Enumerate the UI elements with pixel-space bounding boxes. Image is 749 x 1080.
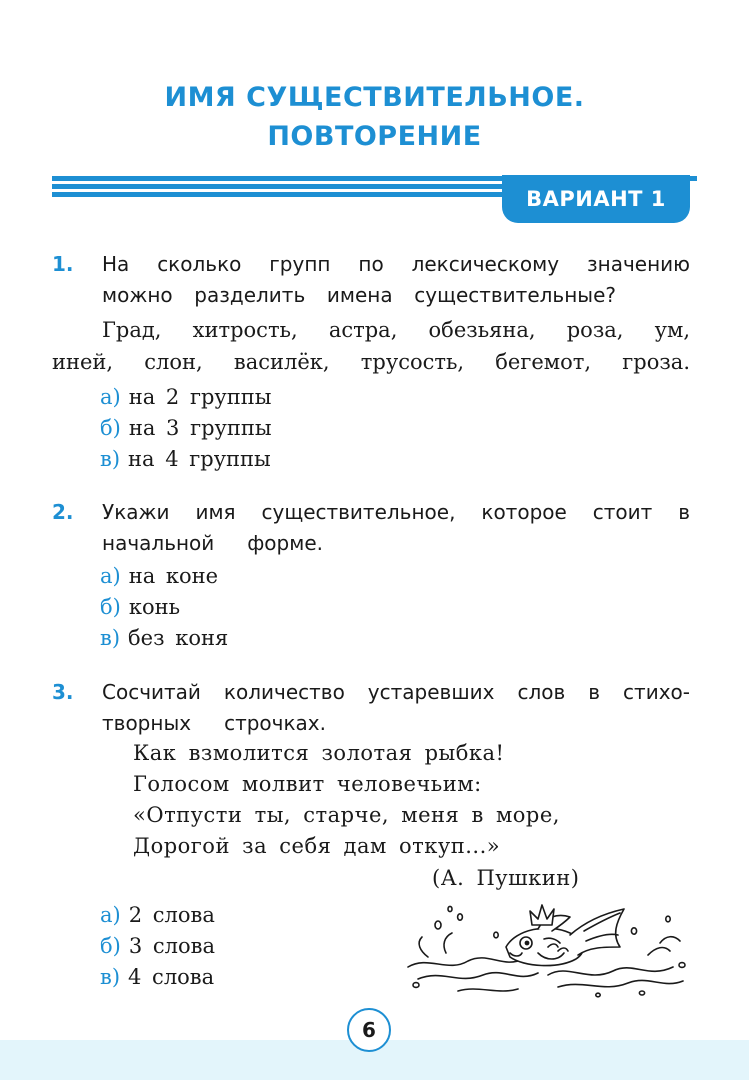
answer-option [100, 382, 271, 413]
option-letter: а) [100, 903, 121, 927]
option-text: на 3 группы [128, 416, 272, 440]
option-text: без коня [128, 626, 229, 650]
question-number: 3. [52, 680, 74, 704]
option-text: конь [128, 595, 181, 619]
page-title-line-1: ИМЯ СУЩЕСТВИТЕЛЬНОЕ. [164, 82, 585, 113]
question-text-line: начальной форме. [102, 531, 323, 555]
variant-badge: ВАРИАНТ 1 [502, 175, 690, 223]
option-text: на 2 группы [128, 385, 272, 409]
question-number: 2. [52, 500, 74, 524]
answer-option [100, 444, 271, 475]
option-text: на 4 группы [128, 447, 271, 471]
question-text-line: Сосчитай количество устаревших слов в стихо- [102, 680, 690, 704]
poem-author: (А. Пушкин) [432, 866, 580, 890]
poem-line: Дорогой за себя дам откуп...» [133, 834, 501, 858]
word-list-line: Град, хитрость, астра, обезьяна, роза, ум, [102, 318, 690, 342]
option-text: на коне [128, 564, 219, 588]
option-letter: б) [100, 934, 121, 958]
goldfish-illustration [398, 895, 694, 1001]
option-letter: в) [100, 965, 121, 989]
poem-line: «Отпусти ты, старче, меня в море, [133, 803, 560, 827]
question-text-line: можно разделить имена существительные? [102, 283, 616, 307]
page-title [0, 78, 749, 156]
header-rule [52, 184, 502, 189]
question-number: 1. [52, 252, 74, 276]
answer-option [100, 900, 215, 931]
answer-option [100, 962, 214, 993]
question-text-line: творных строчках. [102, 711, 326, 735]
page-title-line-2: ПОВТОРЕНИЕ [267, 121, 482, 152]
question-text-line: На сколько групп по лексическому значению [102, 252, 690, 276]
option-letter: в) [100, 447, 121, 471]
option-letter: в) [100, 626, 121, 650]
option-text: 2 слова [128, 903, 215, 927]
header-rule [52, 192, 502, 197]
option-letter: а) [100, 385, 121, 409]
answer-option [100, 592, 180, 623]
page-number: 6 [347, 1008, 391, 1052]
option-letter: б) [100, 416, 121, 440]
question-text-line: Укажи имя существительное, которое стоит в [102, 500, 690, 524]
option-text: 4 слова [128, 965, 215, 989]
option-text: 3 слова [128, 934, 215, 958]
poem-quote [133, 738, 613, 862]
poem-line: Как взмолится золотая рыбка! [133, 741, 505, 765]
answer-option [100, 561, 218, 592]
poem-line: Голосом молвит человечьим: [133, 772, 482, 796]
option-letter: а) [100, 564, 121, 588]
answer-option [100, 623, 228, 654]
answer-option [100, 931, 215, 962]
word-list-line: иней, слон, василёк, трусость, бегемот, гроза. [52, 350, 690, 374]
answer-option [100, 413, 272, 444]
option-letter: б) [100, 595, 121, 619]
